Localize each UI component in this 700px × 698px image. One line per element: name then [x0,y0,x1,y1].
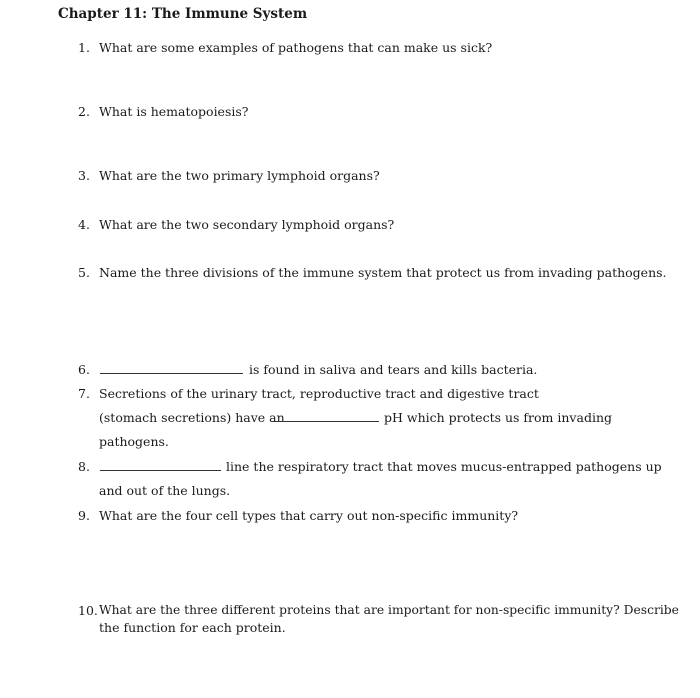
question-number: 7. [78,386,90,401]
question-text: What is hematopoiesis? [99,104,249,119]
question-text: What are the two secondary lymphoid organs? [99,217,395,232]
question-number: 4. [78,217,90,232]
question-number: 5. [78,265,90,280]
question-text-line2: the function for each protein. [99,620,286,635]
question-number: 3. [78,168,90,183]
question-text-line2: and out of the lungs. [99,483,231,498]
question-text-line2a: (stomach secretions) have an [99,410,285,425]
question-number: 6. [78,362,90,377]
answer-blank[interactable] [272,410,379,422]
question-text: Name the three divisions of the immune system that protect us from invading pathogens. [99,265,667,280]
page-title: Chapter 11: The Immune System [58,6,308,22]
question-text-line3: pathogens. [99,434,169,449]
question-text-line1: What are the three different proteins that are important for non-specific immunity? Describe [99,603,679,617]
question-text-line2b: pH which protects us from invading [384,410,612,425]
answer-blank[interactable] [100,459,221,471]
question-number: 9. [78,508,90,523]
question-text: What are the four cell types that carry out non-specific immunity? [99,508,519,523]
question-text-line1: line the respiratory tract that moves mucus-entrapped pathogens up [226,459,662,474]
question-number: 2. [78,104,90,119]
question-text: What are the two primary lymphoid organs? [99,168,380,183]
answer-blank[interactable] [100,362,243,374]
question-number: 1. [78,40,90,55]
question-text-line1: Secretions of the urinary tract, reproductive tract and digestive tract [99,386,539,401]
question-text: is found in saliva and tears and kills bacteria. [249,362,538,377]
question-text: What are some examples of pathogens that can make us sick? [99,40,493,55]
question-number: 8. [78,459,90,474]
question-number: 10. [78,603,98,618]
